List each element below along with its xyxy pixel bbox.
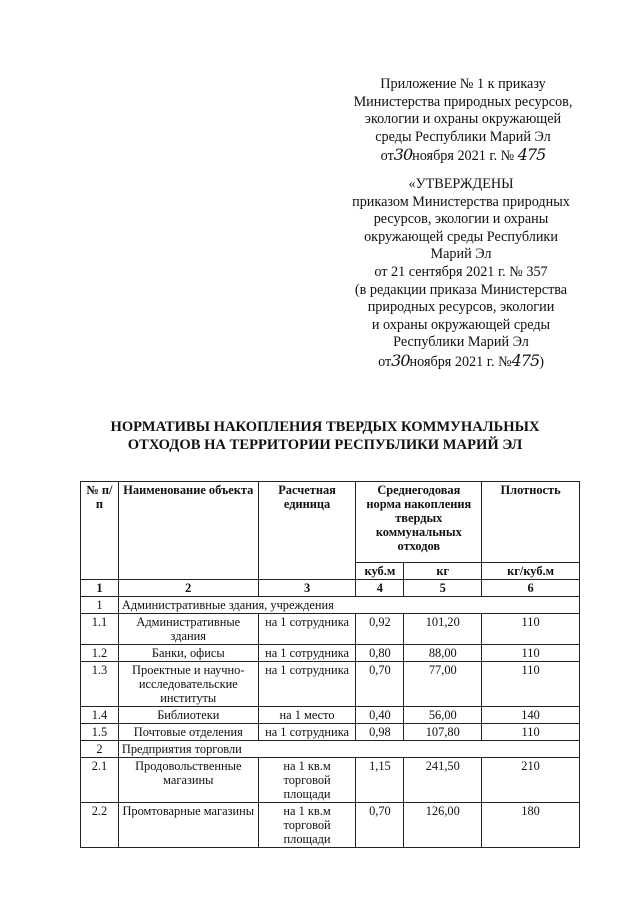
- title-line: ОТХОДОВ НА ТЕРРИТОРИИ РЕСПУБЛИКИ МАРИЙ ЭЛ: [127, 437, 523, 453]
- annex-note: [336, 76, 590, 166]
- annex-line: экологии и охраны окружающей: [364, 111, 562, 128]
- column-number: 1: [81, 580, 119, 597]
- row-num: 1.4: [81, 707, 119, 724]
- approved-line: ресурсов, экологии и охраны: [373, 211, 549, 228]
- row-unit: на 1 сотрудника: [258, 645, 356, 662]
- table-row: [81, 803, 580, 848]
- row-name: Библиотеки: [118, 707, 258, 724]
- table-row: [81, 724, 580, 741]
- header-num: № п/п: [81, 482, 119, 580]
- table-row: [81, 662, 580, 707]
- section-row: [81, 741, 580, 758]
- row-density: 110: [482, 662, 580, 707]
- row-density: 110: [482, 645, 580, 662]
- row-unit: на 1 место: [258, 707, 356, 724]
- column-number: 4: [356, 580, 404, 597]
- approved-line: Марий Эл: [430, 246, 492, 263]
- row-kg: 126,00: [404, 803, 482, 848]
- header-name: Наименование объекта: [118, 482, 258, 580]
- header-unit: Расчетная единица: [258, 482, 356, 580]
- column-number: 2: [118, 580, 258, 597]
- annex-line: среды Республики Марий Эл: [375, 128, 551, 145]
- row-kg: 107,80: [404, 724, 482, 741]
- row-cubic: 0,70: [356, 662, 404, 707]
- row-unit: на 1 кв.м торговой площади: [258, 758, 356, 803]
- section-num: 2: [81, 741, 119, 758]
- approved-line: окружающей среды Республики: [364, 228, 558, 245]
- row-cubic: 1,15: [356, 758, 404, 803]
- approved-line: Республики Марий Эл: [393, 334, 529, 351]
- row-unit: на 1 сотрудника: [258, 724, 356, 741]
- section-name: Предприятия торговли: [118, 741, 579, 758]
- section-num: 1: [81, 597, 119, 614]
- header-density: Плотность: [482, 482, 580, 563]
- approved-line: (в редакции приказа Министерства: [354, 281, 568, 298]
- header-kg: кг: [404, 563, 482, 580]
- column-number: 3: [258, 580, 356, 597]
- row-unit: на 1 кв.м торговой площади: [258, 803, 356, 848]
- table-row: [81, 707, 580, 724]
- table-row: [81, 758, 580, 803]
- row-kg: 77,00: [404, 662, 482, 707]
- approved-line: от 21 сентября 2021 г. № 357: [374, 263, 548, 280]
- column-number: 5: [404, 580, 482, 597]
- annex-date-number-handwritten: 475: [517, 145, 546, 165]
- approved-line: природных ресурсов, экологии: [367, 299, 555, 316]
- approved-date-number-handwritten: 475: [511, 350, 540, 370]
- row-kg: 88,00: [404, 645, 482, 662]
- annex-date: [336, 146, 590, 166]
- row-cubic: 0,92: [356, 614, 404, 645]
- approved-date-day-handwritten: 30: [391, 350, 410, 370]
- table-header-row: [81, 482, 580, 563]
- approval-stamp-text: [330, 176, 592, 372]
- row-num: 2.1: [81, 758, 119, 803]
- section-name: Административные здания, учреждения: [118, 597, 579, 614]
- row-cubic: 0,80: [356, 645, 404, 662]
- annex-date-prefix: от: [380, 148, 394, 165]
- annex-date-day-handwritten: 30: [393, 145, 413, 165]
- header-norm: Среднегодовая норма накопления твердых коммунальных отходов: [356, 482, 482, 563]
- approved-date: [330, 352, 592, 372]
- header-kg-per-cubic: кг/куб.м: [482, 563, 580, 580]
- row-num: 2.2: [81, 803, 119, 848]
- row-cubic: 0,40: [356, 707, 404, 724]
- document-title: [90, 418, 560, 454]
- approved-line: «УТВЕРЖДЕНЫ: [408, 176, 514, 192]
- header-cubic: куб.м: [356, 563, 404, 580]
- title-line: НОРМАТИВЫ НАКОПЛЕНИЯ ТВЕРДЫХ КОММУНАЛЬНЫХ: [110, 419, 540, 435]
- row-num: 1.2: [81, 645, 119, 662]
- annex-line: Приложение № 1 к приказу: [380, 76, 546, 92]
- table-row: [81, 645, 580, 662]
- row-unit: на 1 сотрудника: [258, 614, 356, 645]
- row-density: 210: [482, 758, 580, 803]
- row-name: Почтовые отделения: [118, 724, 258, 741]
- row-density: 110: [482, 724, 580, 741]
- row-density: 180: [482, 803, 580, 848]
- row-name: Продовольственные магазины: [118, 758, 258, 803]
- row-cubic: 0,70: [356, 803, 404, 848]
- row-name: Проектные и научно-исследовательские институты: [118, 662, 258, 707]
- approved-date-text: ноября 2021 г. №: [409, 353, 512, 370]
- column-numbers-row: [81, 580, 580, 597]
- annex-date-text: ноября 2021 г. №: [412, 148, 515, 165]
- approved-line: приказом Министерства природных: [352, 193, 570, 210]
- row-cubic: 0,98: [356, 724, 404, 741]
- row-density: 140: [482, 707, 580, 724]
- table-row: [81, 614, 580, 645]
- approved-date-suffix: ): [539, 353, 544, 370]
- column-number: 6: [482, 580, 580, 597]
- row-kg: 56,00: [404, 707, 482, 724]
- row-num: 1.5: [81, 724, 119, 741]
- row-name: Административные здания: [118, 614, 258, 645]
- section-row: [81, 597, 580, 614]
- norms-table: [80, 481, 580, 848]
- row-kg: 101,20: [404, 614, 482, 645]
- approved-date-prefix: от: [378, 353, 392, 370]
- row-name: Банки, офисы: [118, 645, 258, 662]
- row-density: 110: [482, 614, 580, 645]
- row-name: Промтоварные магазины: [118, 803, 258, 848]
- row-unit: на 1 сотрудника: [258, 662, 356, 707]
- row-kg: 241,50: [404, 758, 482, 803]
- row-num: 1.1: [81, 614, 119, 645]
- annex-line: Министерства природных ресурсов,: [353, 93, 573, 110]
- row-num: 1.3: [81, 662, 119, 707]
- approved-line: и охраны окружающей среды: [371, 316, 551, 333]
